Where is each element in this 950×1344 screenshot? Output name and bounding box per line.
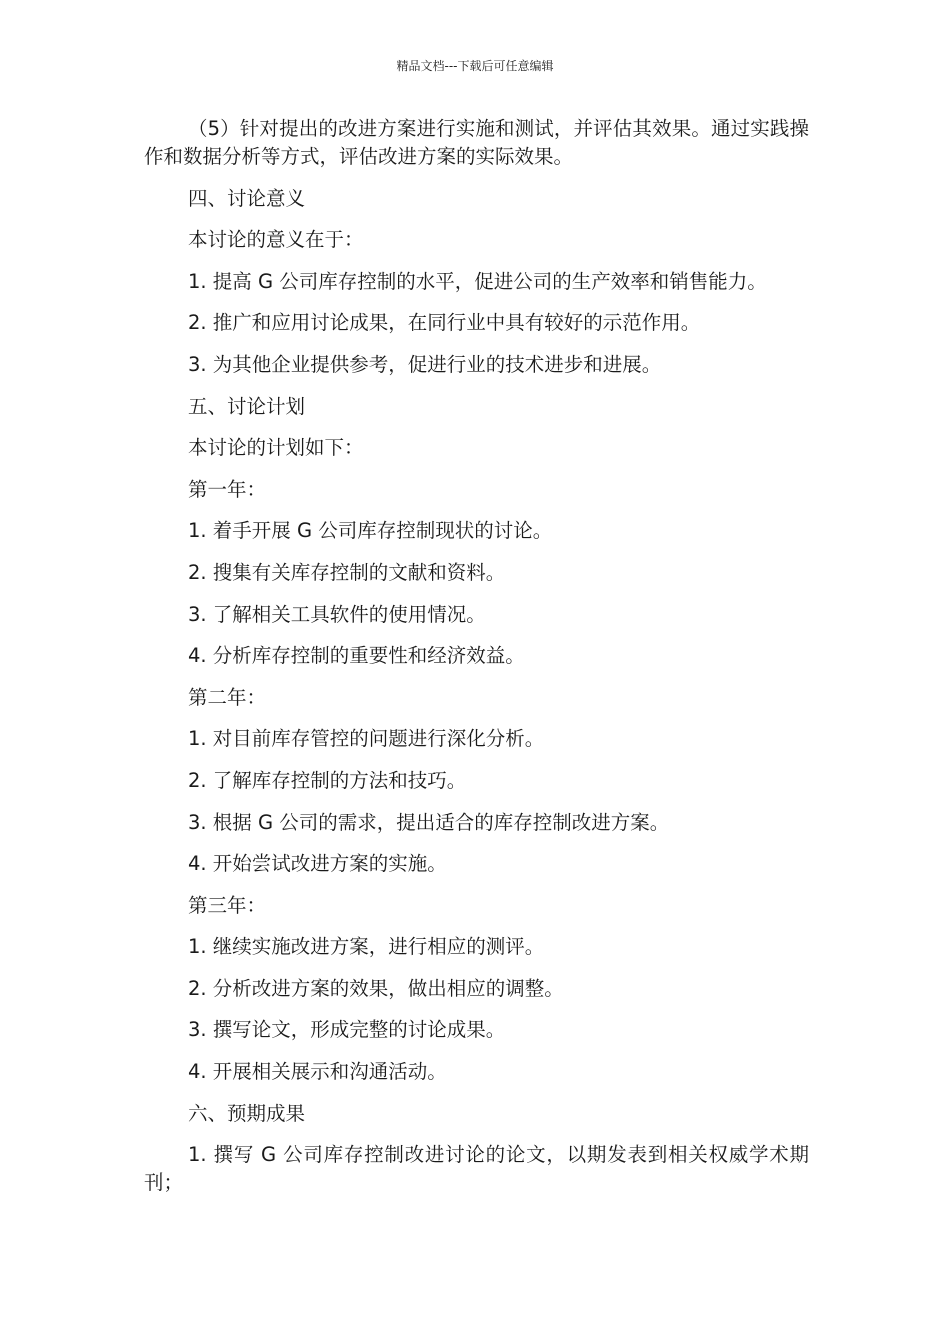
subheading-year-three: 第三年： (188, 893, 267, 917)
subheading-year-one: 第一年： (188, 477, 267, 501)
list-item-year-two-3: 3. 根据 G 公司的需求，提出适合的库存控制改进方案。 (188, 810, 670, 834)
list-item-year-two-4: 4. 开始尝试改进方案的实施。 (188, 852, 447, 876)
list-item-significance-2: 2. 推广和应用讨论成果，在同行业中具有较好的示范作用。 (188, 311, 701, 335)
list-item-year-three-1: 1. 继续实施改进方案，进行相应的测评。 (188, 935, 545, 959)
list-item-year-one-4: 4. 分析库存控制的重要性和经济效益。 (188, 644, 525, 668)
page-header: 精品文档---下载后可任意编辑 (396, 59, 554, 73)
list-item-year-two-1: 1. 对目前库存管控的问题进行深化分析。 (188, 727, 545, 751)
list-item-year-three-2: 2. 分析改进方案的效果，做出相应的调整。 (188, 976, 564, 1000)
heading-discussion-significance: 四、讨论意义 (188, 186, 306, 210)
paragraph-significance-intro: 本讨论的意义在于： (188, 228, 364, 252)
list-item-expected-results-1: 1. 撰写 G 公司库存控制改进讨论的论文，以期发表到相关权威学术期刊； (144, 1143, 809, 1195)
heading-expected-results: 六、预期成果 (188, 1101, 306, 1125)
list-item-significance-3: 3. 为其他企业提供参考，促进行业的技术进步和进展。 (188, 352, 662, 376)
list-item-year-three-3: 3. 撰写论文，形成完整的讨论成果。 (188, 1018, 506, 1042)
list-item-year-two-2: 2. 了解库存控制的方法和技巧。 (188, 768, 467, 792)
list-item-year-three-4: 4. 开展相关展示和沟通活动。 (188, 1060, 447, 1084)
heading-discussion-plan: 五、讨论计划 (188, 394, 306, 418)
list-item-significance-1: 1. 提高 G 公司库存控制的水平，促进公司的生产效率和销售能力。 (188, 269, 767, 293)
list-item-year-one-1: 1. 着手开展 G 公司库存控制现状的讨论。 (188, 519, 553, 543)
list-item-year-one-2: 2. 搜集有关库存控制的文献和资料。 (188, 560, 506, 584)
paragraph-plan-intro: 本讨论的计划如下： (188, 436, 364, 460)
subheading-year-two: 第二年： (188, 685, 267, 709)
list-item-year-one-3: 3. 了解相关工具软件的使用情况。 (188, 602, 486, 626)
paragraph-improvement-plan-5: （5）针对提出的改进方案进行实施和测试，并评估其效果。通过实践操作和数据分析等方式，评估改进方案的实际效果。 (144, 117, 809, 168)
document-body (144, 115, 809, 1211)
